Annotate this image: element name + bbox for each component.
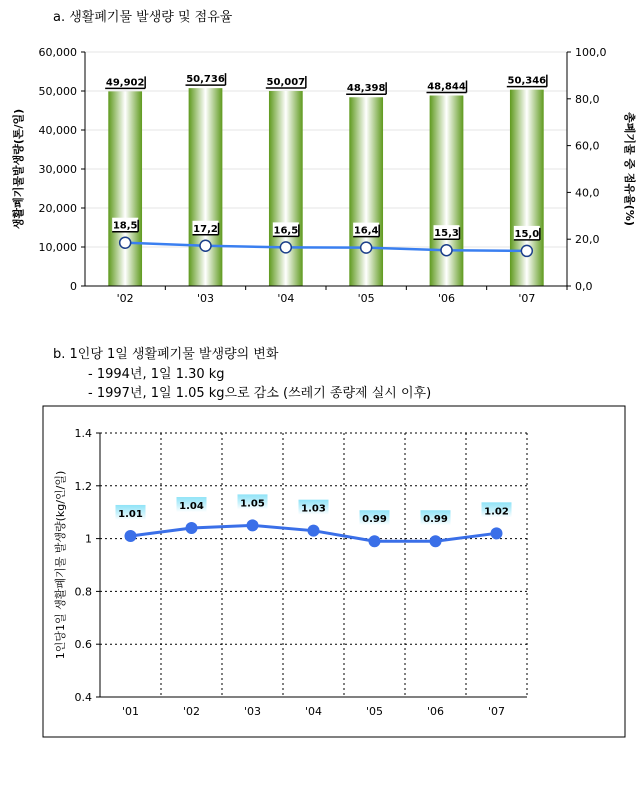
chart-a-bar-label: 50,346	[507, 75, 547, 87]
chart-b-xtick-label: '07	[487, 705, 506, 718]
chart-a-xtick-label: '06	[437, 292, 456, 305]
chart-b-label: 1.05	[240, 498, 265, 510]
chart-a-xtick-label: '03	[196, 292, 215, 305]
chart-a-ylabel: 생활폐기물발생량(톤/일)	[12, 108, 25, 230]
chart-b-xtick-label: '05	[365, 705, 384, 718]
chart-a-xtick-label: '04	[277, 292, 295, 305]
chart-b-xtick-label: '01	[121, 705, 140, 718]
chart-a-ytick-label: 60,000	[38, 46, 77, 59]
chart-b-ytick-label: 1.2	[74, 479, 92, 493]
chart-b-xtick-label: '02	[182, 705, 201, 718]
chart-a-ytick-right-label: 0,0	[575, 280, 593, 293]
chart-b-note-2: - 1997년, 1일 1.05 kg으로 감소 (쓰레기 종량제 실시 이후)	[88, 386, 432, 401]
chart-b-ytick-label: 1.4	[74, 427, 92, 440]
chart-a-share-label: 17,2	[193, 223, 218, 235]
chart-a-ytick-label: 10,000	[38, 241, 77, 254]
chart-a-xtick-label: '05	[357, 292, 375, 305]
chart-b-ytick-label: 0.6	[74, 638, 92, 652]
chart-b-label: 1.02	[484, 506, 509, 518]
chart-a-bar-label: 48,844	[427, 81, 466, 93]
chart-b-ytick-label: 0.4	[74, 691, 92, 704]
chart-b-ylabel: 1인당1일 생활폐기물 발생량(kg/인/일)	[54, 470, 67, 660]
chart-b-frame	[43, 406, 625, 737]
chart-b-point	[308, 525, 320, 537]
chart-a-xtick-label: '07	[518, 292, 536, 305]
chart-a-ytick-right-label: 80,0	[575, 92, 600, 106]
chart-a-share-label: 16,5	[273, 225, 299, 237]
chart-b-point	[186, 522, 198, 534]
chart-b-xtick-label: '03	[243, 705, 262, 718]
chart-b-label: 1.01	[118, 508, 143, 520]
chart-a-ytick-right-label: 20,0	[575, 233, 600, 247]
chart-a-bar-label: 50,736	[186, 74, 225, 86]
chart-b-label: 0.99	[423, 514, 448, 526]
chart-a-ytick-right-label: 60,0	[575, 139, 600, 153]
chart-a-ytick-label: 20,000	[38, 202, 77, 215]
chart-b-label: 1.04	[179, 501, 204, 513]
chart-a-xtick-label: '02	[116, 292, 134, 305]
chart-a-ytick-label: 0	[70, 280, 77, 293]
chart-a-share-label: 18,5	[112, 220, 138, 232]
chart-a-share-label: 15,3	[434, 228, 459, 240]
chart-b-point	[125, 530, 137, 542]
chart-a-bar-label: 48,398	[346, 83, 386, 95]
chart-b-note-1: - 1994년, 1일 1.30 kg	[88, 367, 225, 382]
chart-a-bar-label: 49,902	[105, 77, 145, 89]
chart-b-point	[430, 535, 442, 547]
chart-b-point	[491, 527, 503, 539]
chart-a-ytick-right-label: 100,0	[575, 46, 607, 59]
chart-b-caption: b. 1인당 1일 생활폐기물 발생량의 변화	[53, 347, 279, 362]
chart-a-ytick-label: 30,000	[38, 163, 77, 176]
chart-a-bar-label: 50,007	[266, 76, 306, 88]
chart-a-caption: a. 생활폐기물 발생량 및 점유율	[53, 10, 233, 25]
chart-a-ytick-right-label: 40,0	[575, 186, 600, 200]
chart-a-ylabel-right: 총폐기물 중 점유율(%)	[623, 112, 636, 226]
chart-b-point	[247, 519, 259, 531]
chart-b-label: 1.03	[301, 503, 326, 515]
chart-a-ytick-label: 40,000	[38, 124, 77, 137]
chart-a-share-label: 15,0	[514, 228, 540, 240]
chart-a-ytick-label: 50,000	[38, 85, 77, 98]
chart-b-xtick-label: '04	[304, 705, 323, 718]
chart-b-label: 0.99	[362, 514, 387, 526]
chart-b-ytick-label: 0.8	[74, 585, 92, 599]
chart-a-share-label: 16,4	[353, 225, 379, 237]
chart-b-xtick-label: '06	[426, 705, 445, 718]
chart-b-ytick-label: 1	[85, 532, 92, 546]
chart-b-point	[369, 535, 381, 547]
